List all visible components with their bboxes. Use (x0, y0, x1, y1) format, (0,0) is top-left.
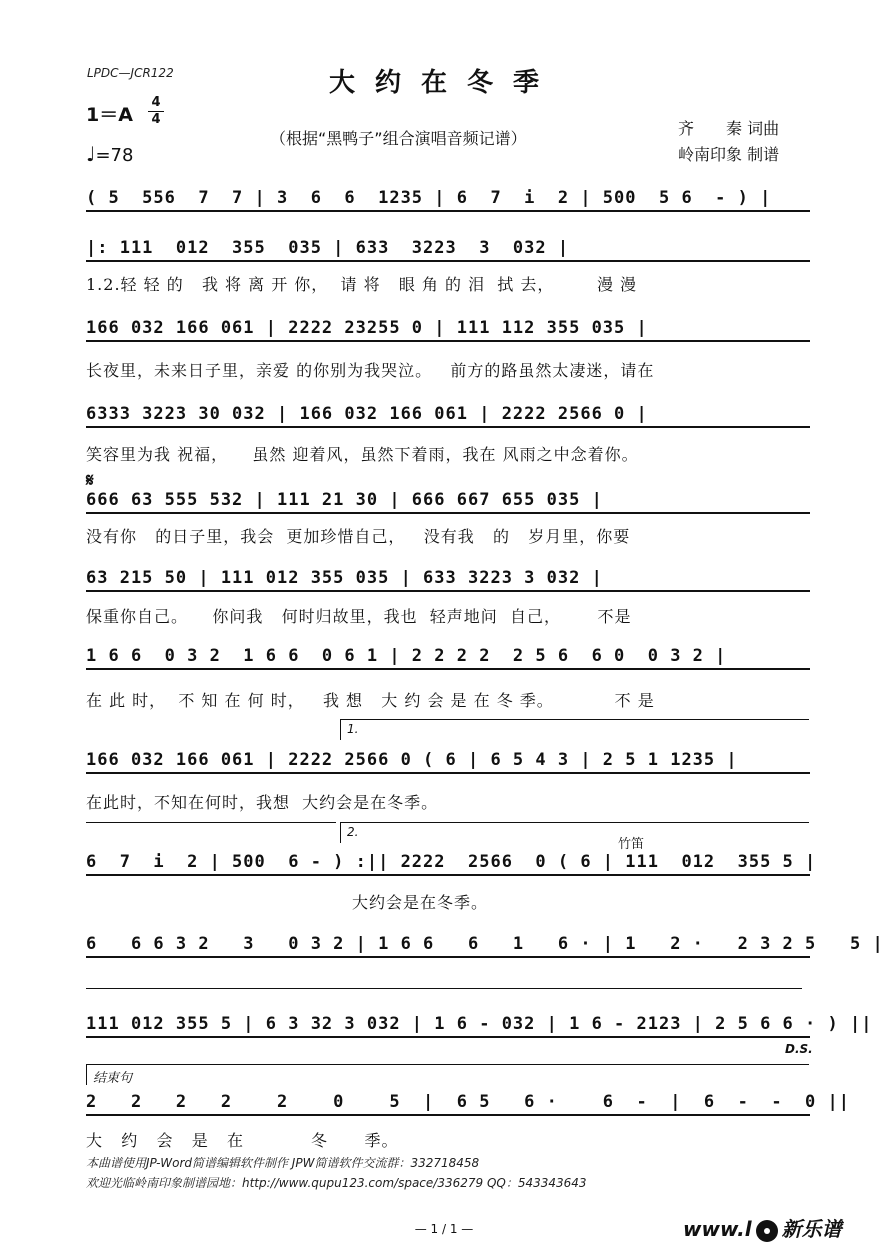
volta-second-ending: 2. (340, 822, 809, 843)
coda-ending-bracket: 结束句 (86, 1064, 809, 1085)
staff-row-11 (86, 1014, 873, 1058)
staff-row-3 (86, 318, 810, 362)
subtitle: （根据“黑鸭子”组合演唱音频记谱） (270, 129, 527, 148)
time-signature (148, 96, 164, 127)
page-number: — 1 / 1 — (414, 1222, 474, 1236)
staff-notes: ( 5 556 7 7 | 3 6 6 1235 | 6 7 i 2 | 500 5 6 - ) | (86, 188, 810, 212)
staff-notes: 2 2 2 2 2 0 5 | 6 5 6 · 6 - | 6 - - 0 || (86, 1092, 810, 1116)
footer-line-2: 欢迎光临岭南印象制谱园地：http://www.qupu123.com/space/336279 QQ：543343643 (86, 1176, 587, 1190)
score-code: LPDC—JCR122 (87, 66, 174, 80)
lyric-line-8: 在此时，不知在何时，我想 大约会是在冬季。 (86, 793, 439, 812)
record-disc-icon (756, 1220, 778, 1242)
lyric-line-6: 保重你自己。 你问我 何时归故里，我也 轻声地问 自己， 不是 (86, 607, 632, 626)
logo-brand: 新乐谱 (781, 1217, 842, 1241)
lyric-line-7: 在 此 时， 不 知 在 何 时， 我 想 大 约 会 是 在 冬 季。 不 是 (86, 691, 655, 710)
lyric-line-9: 大约会是在冬季。 (352, 893, 489, 912)
staff-row-8 (86, 750, 810, 794)
staff-notes: 6 7 i 2 | 500 6 - ) :|| 2222 2566 0 ( 6 | 111 012 355 5 | (86, 852, 810, 876)
dal-segno-mark: D.S. (785, 1042, 813, 1056)
staff-notes: 63 215 50 | 111 012 355 035 | 633 3223 3 032 | (86, 568, 810, 592)
volta-rule-left (86, 822, 336, 823)
logo-url: www.l (683, 1217, 752, 1241)
staff-notes: |: 111 012 355 035 | 633 3223 3 032 | (86, 238, 810, 262)
arranger-credit: 岭南印象 制谱 (678, 145, 780, 164)
staff-notes: 666 63 555 532 | 111 21 30 | 666 667 655 035 | (86, 490, 810, 514)
lyric-line-3: 长夜里，未来日子里，亲爱 的你别为我哭泣。 前方的路虽然太凄迷，请在 (86, 361, 655, 380)
quarter-note-icon: ♩ (86, 142, 96, 166)
tempo-value: =78 (95, 145, 134, 166)
site-logo (683, 1213, 842, 1242)
staff-notes: 166 032 166 061 | 2222 2566 0 ( 6 | 6 5 4 3 | 2 5 1 1235 | (86, 750, 810, 774)
segno-sign: 𝄋 (86, 470, 94, 491)
footer-line-1: 本曲谱使用JP-Word简谱编辑软件制作 JPW简谱软件交流群：332718458 (86, 1156, 480, 1170)
lyric-line-4: 笑容里为我 祝福， 虽然 迎着风，虽然下着雨，我在 风雨之中念着你。 (86, 445, 639, 464)
interlude-rule (86, 988, 802, 989)
volta-first-ending: 1. (340, 719, 809, 740)
staff-notes: 166 032 166 061 | 2222 23255 0 | 111 112 355 035 | (86, 318, 810, 342)
song-title: 大约在冬季 (328, 68, 559, 98)
composer-credit: 齐 秦 词曲 (678, 119, 780, 138)
lyric-line-2: 1.2.轻 轻 的 我 将 离 开 你， 请 将 眼 角 的 泪 拭 去， 漫 漫 (86, 275, 638, 294)
time-signature-top: 4 (151, 95, 161, 110)
tempo-marking (86, 142, 133, 166)
staff-notes: 6333 3223 30 032 | 166 032 166 061 | 2222 2566 0 | (86, 404, 810, 428)
lyric-line-5: 没有你 的日子里，我会 更加珍惜自己， 没有我 的 岁月里，你要 (86, 527, 631, 546)
lyric-line-12: 大 约 会 是 在 冬 季。 (86, 1131, 399, 1150)
staff-notes: 111 012 355 5 | 6 3 32 3 032 | 1 6 - 032 | 1 6 - 2123 | 2 5 6 6 · ) || (86, 1014, 810, 1038)
staff-notes: 6 6 6 3 2 3 0 3 2 | 1 6 6 6 1 6 · | 1 2 · 2 3 2 5 5 | (86, 934, 810, 958)
staff-notes: 1 6 6 0 3 2 1 6 6 0 6 1 | 2 2 2 2 2 5 6 6 0 0 3 2 | (86, 646, 810, 670)
staff-row-10 (86, 934, 884, 978)
key-signature: 1＝A (86, 104, 133, 126)
time-signature-bottom: 4 (151, 112, 161, 127)
flute-marking: 竹笛 (618, 837, 645, 852)
staff-row-7 (86, 646, 810, 690)
staff-row-1 (86, 188, 810, 232)
